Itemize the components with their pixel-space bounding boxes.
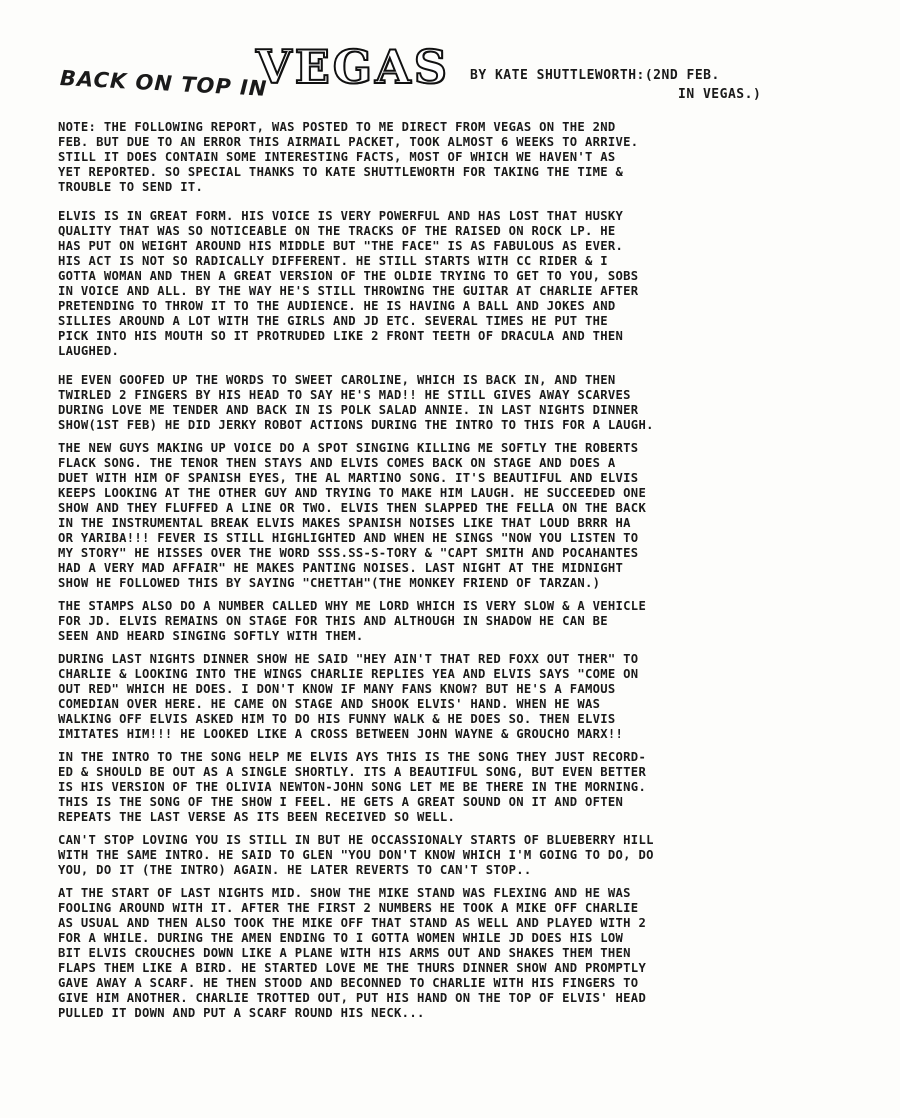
text-line: FEB. BUT DUE TO AN ERROR THIS AIRMAIL PACKET, TOOK ALMOST 6 WEEKS TO ARRIVE. [58, 135, 639, 149]
text-line: PRETENDING TO THROW IT TO THE AUDIENCE. HE IS HAVING A BALL AND JOKES AND [58, 299, 616, 313]
text-line: STILL IT DOES CONTAIN SOME INTERESTING FACTS, MOST OF WHICH WE HAVEN'T AS [58, 150, 616, 164]
text-line: DURING LOVE ME TENDER AND BACK IN IS POLK SALAD ANNIE. IN LAST NIGHTS DINNER [58, 403, 639, 417]
text-line: SILLIES AROUND A LOT WITH THE GIRLS AND JD ETC. SEVERAL TIMES HE PUT THE [58, 314, 608, 328]
text-line: YOU, DO IT (THE INTRO) AGAIN. HE LATER REVERTS TO CAN'T STOP.. [58, 863, 532, 877]
text-line: THE NEW GUYS MAKING UP VOICE DO A SPOT SINGING KILLING ME SOFTLY THE ROBERTS [58, 441, 639, 455]
text-line: ELVIS IS IN GREAT FORM. HIS VOICE IS VERY POWERFUL AND HAS LOST THAT HUSKY [58, 209, 624, 223]
text-line: PICK INTO HIS MOUTH SO IT PROTRUDED LIKE 2 FRONT TEETH OF DRACULA AND THEN [58, 329, 624, 343]
text-line: FOOLING AROUND WITH IT. AFTER THE FIRST 2 NUMBERS HE TOOK A MIKE OFF CHARLIE [58, 901, 639, 915]
text-line: GOTTA WOMAN AND THEN A GREAT VERSION OF THE OLDIE TRYING TO GET TO YOU, SOBS [58, 269, 639, 283]
text-line: IN THE INSTRUMENTAL BREAK ELVIS MAKES SPANISH NOISES LIKE THAT LOUD BRRR HA [58, 516, 631, 530]
text-line: BIT ELVIS CROUCHES DOWN LIKE A PLANE WITH HIS ARMS OUT AND SHAKES THEM THEN [58, 946, 631, 960]
article-title-vegas: VEGAS [256, 40, 450, 94]
text-line: WITH THE SAME INTRO. HE SAID TO GLEN "YOU DON'T KNOW WHICH I'M GOING TO DO, DO [58, 848, 654, 862]
text-line: SHOW(1ST FEB) HE DID JERKY ROBOT ACTIONS DURING THE INTRO TO THIS FOR A LAUGH. [58, 418, 654, 432]
text-line: THIS IS THE SONG OF THE SHOW I FEEL. HE GETS A GREAT SOUND ON IT AND OFTEN [58, 795, 624, 809]
text-line: OUT RED" WHICH HE DOES. I DON'T KNOW IF MANY FANS KNOW? BUT HE'S A FAMOUS [58, 682, 616, 696]
text-line: TWIRLED 2 FINGERS BY HIS HEAD TO SAY HE'S MAD!! HE STILL GIVES AWAY SCARVES [58, 388, 631, 402]
text-line: HIS ACT IS NOT SO RADICALLY DIFFERENT. HE STILL STARTS WITH CC RIDER & I [58, 254, 608, 268]
text-line: ED & SHOULD BE OUT AS A SINGLE SHORTLY. ITS A BEAUTIFUL SONG, BUT EVEN BETTER [58, 765, 647, 779]
text-line: HAD A VERY MAD AFFAIR" HE MAKES PANTING NOISES. LAST NIGHT AT THE MIDNIGHT [58, 561, 624, 575]
text-line: DUET WITH HIM OF SPANISH EYES, THE AL MARTINO SONG. IT'S BEAUTIFUL AND ELVIS [58, 471, 639, 485]
text-line: TROUBLE TO SEND IT. [58, 180, 204, 194]
text-line: DURING LAST NIGHTS DINNER SHOW HE SAID "HEY AIN'T THAT RED FOXX OUT THER" TO [58, 652, 639, 666]
text-line: FLAPS THEM LIKE A BIRD. HE STARTED LOVE ME THE THURS DINNER SHOW AND PROMPTLY [58, 961, 647, 975]
text-line: YET REPORTED. SO SPECIAL THANKS TO KATE SHUTTLEWORTH FOR TAKING THE TIME & [58, 165, 624, 179]
paragraph [58, 652, 840, 742]
text-line: GAVE AWAY A SCARF. HE THEN STOOD AND BECONNED TO CHARLIE WITH HIS FINGERS TO [58, 976, 639, 990]
byline-line-1: BY KATE SHUTTLEWORTH:(2ND FEB. [470, 68, 720, 83]
paragraph [58, 833, 840, 878]
text-line: QUALITY THAT WAS SO NOTICEABLE ON THE TRACKS OF THE RAISED ON ROCK LP. HE [58, 224, 616, 238]
text-line: HAS PUT ON WEIGHT AROUND HIS MIDDLE BUT "THE FACE" IS AS FABULOUS AS EVER. [58, 239, 624, 253]
text-line: SHOW HE FOLLOWED THIS BY SAYING "CHETTAH"(THE MONKEY FRIEND OF TARZAN.) [58, 576, 601, 590]
paragraph [58, 120, 840, 195]
text-line: KEEPS LOOKING AT THE OTHER GUY AND TRYING TO MAKE HIM LAUGH. HE SUCCEEDED ONE [58, 486, 647, 500]
byline-line-2: IN VEGAS.) [678, 87, 762, 102]
text-line: IN VOICE AND ALL. BY THE WAY HE'S STILL THROWING THE GUITAR AT CHARLIE AFTER [58, 284, 639, 298]
text-line: AS USUAL AND THEN ALSO TOOK THE MIKE OFF THAT STAND AS WELL AND PLAYED WITH 2 [58, 916, 647, 930]
text-line: FLACK SONG. THE TENOR THEN STAYS AND ELVIS COMES BACK ON STAGE AND DOES A [58, 456, 616, 470]
text-line: SHOW AND THEY FLUFFED A LINE OR TWO. ELVIS THEN SLAPPED THE FELLA ON THE BACK [58, 501, 647, 515]
text-line: COMEDIAN OVER HERE. HE CAME ON STAGE AND SHOOK ELVIS' HAND. WHEN HE WAS [58, 697, 601, 711]
paragraph [58, 441, 840, 591]
text-line: LAUGHED. [58, 344, 120, 358]
text-line: IN THE INTRO TO THE SONG HELP ME ELVIS AYS THIS IS THE SONG THEY JUST RECORD- [58, 750, 647, 764]
article-body [58, 120, 840, 1029]
paragraph [58, 886, 840, 1021]
text-line: HE EVEN GOOFED UP THE WORDS TO SWEET CAROLINE, WHICH IS BACK IN, AND THEN [58, 373, 616, 387]
text-line: OR YARIBA!!! FEVER IS STILL HIGHLIGHTED AND WHEN HE SINGS "NOW YOU LISTEN TO [58, 531, 639, 545]
paragraph [58, 750, 840, 825]
text-line: FOR A WHILE. DURING THE AMEN ENDING TO I GOTTA WOMEN WHILE JD DOES HIS LOW [58, 931, 624, 945]
text-line: CHARLIE & LOOKING INTO THE WINGS CHARLIE REPLIES YEA AND ELVIS SAYS "COME ON [58, 667, 639, 681]
text-line: FOR JD. ELVIS REMAINS ON STAGE FOR THIS AND ALTHOUGH IN SHADOW HE CAN BE [58, 614, 608, 628]
text-line: AT THE START OF LAST NIGHTS MID. SHOW THE MIKE STAND WAS FLEXING AND HE WAS [58, 886, 631, 900]
byline [470, 66, 761, 104]
text-line: REPEATS THE LAST VERSE AS ITS BEEN RECEIVED SO WELL. [58, 810, 456, 824]
text-line: WALKING OFF ELVIS ASKED HIM TO DO HIS FUNNY WALK & HE DOES SO. THEN ELVIS [58, 712, 616, 726]
paragraph [58, 373, 840, 433]
text-line: PULLED IT DOWN AND PUT A SCARF ROUND HIS NECK... [58, 1006, 425, 1020]
text-line: MY STORY" HE HISSES OVER THE WORD SSS.SS-S-TORY & "CAPT SMITH AND POCAHANTES [58, 546, 639, 560]
text-line: GIVE HIM ANOTHER. CHARLIE TROTTED OUT, PUT HIS HAND ON THE TOP OF ELVIS' HEAD [58, 991, 647, 1005]
paragraph [58, 599, 840, 644]
text-line: SEEN AND HEARD SINGING SOFTLY WITH THEM. [58, 629, 364, 643]
text-line: CAN'T STOP LOVING YOU IS STILL IN BUT HE OCCASSIONALY STARTS OF BLUEBERRY HILL [58, 833, 654, 847]
text-line: NOTE: THE FOLLOWING REPORT, WAS POSTED TO ME DIRECT FROM VEGAS ON THE 2ND [58, 120, 616, 134]
text-line: THE STAMPS ALSO DO A NUMBER CALLED WHY ME LORD WHICH IS VERY SLOW & A VEHICLE [58, 599, 647, 613]
text-line: IS HIS VERSION OF THE OLIVIA NEWTON-JOHN SONG LET ME BE THERE IN THE MORNING. [58, 780, 647, 794]
text-line: IMITATES HIM!!! HE LOOKED LIKE A CROSS BETWEEN JOHN WAYNE & GROUCHO MARX!! [58, 727, 624, 741]
article-header [58, 40, 858, 114]
article-title: BACK ON TOP IN [59, 66, 268, 101]
paragraph [58, 209, 840, 359]
